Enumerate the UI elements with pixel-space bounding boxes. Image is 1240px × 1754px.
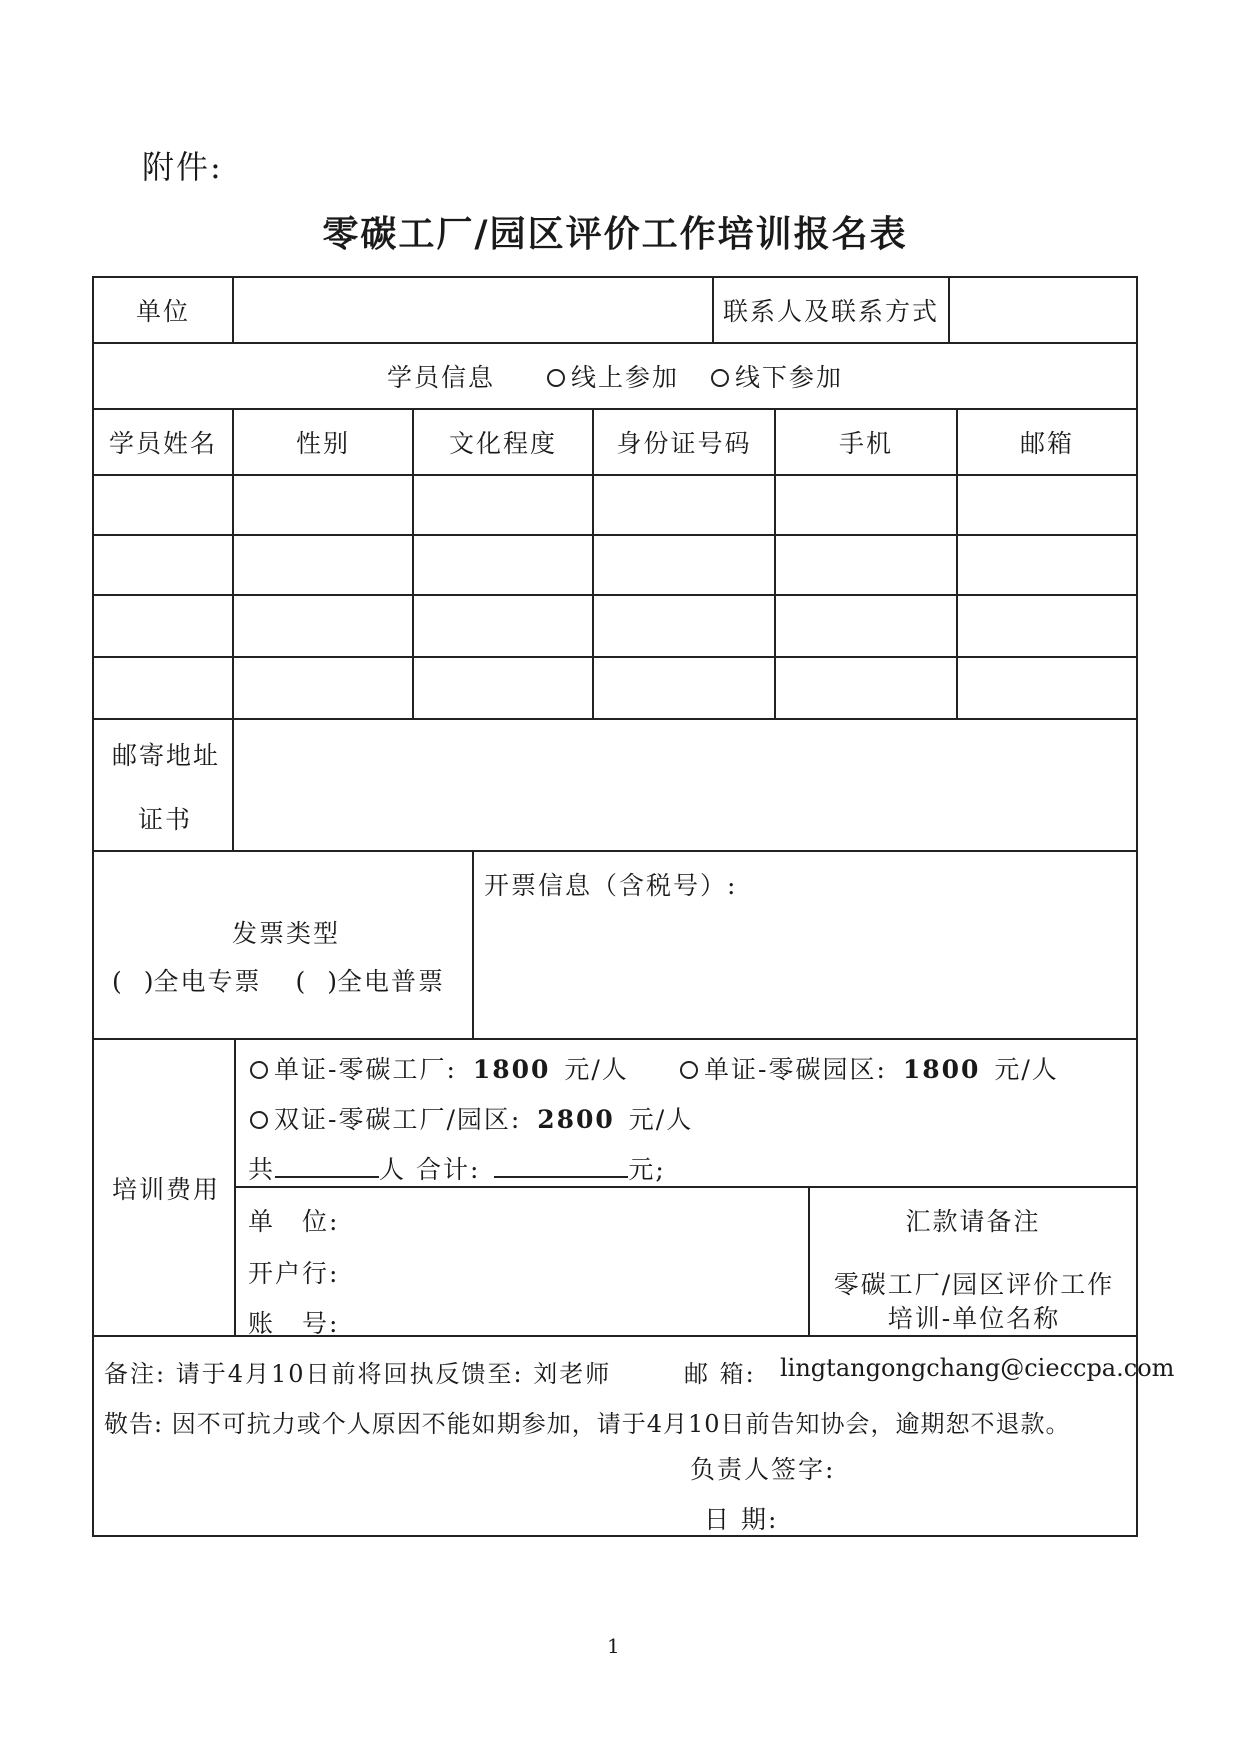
invoice-normal-option[interactable]: ( )全电普票	[295, 967, 445, 996]
invoice-info-label: 开票信息（含税号）:	[484, 871, 738, 900]
header-id-number: 身份证号码	[616, 429, 752, 458]
online-label: 线上参加	[570, 363, 679, 392]
fee-option-dual-unit: 元/人	[628, 1105, 694, 1134]
note-warning: 敬告: 因不可抗力或个人原因不能如期参加，请于4月10日前告知协会，逾期恕不退款。	[104, 1410, 1071, 1438]
total-amount-field[interactable]	[494, 1154, 628, 1178]
header-mobile: 手机	[838, 429, 893, 458]
total-suffix: 元;	[628, 1155, 666, 1184]
email-label: 邮 箱:	[684, 1360, 756, 1388]
header-education: 文化程度	[448, 429, 557, 458]
student-info-row	[94, 344, 1136, 408]
page-number: 1	[607, 1634, 620, 1658]
mail-address-field[interactable]	[234, 720, 1136, 850]
total-prefix: 共	[248, 1155, 276, 1184]
email-value[interactable]: lingtangongchang@cieccpa.com	[780, 1354, 1175, 1382]
bank-account-label: 账 号:	[248, 1309, 340, 1338]
invoice-info-field[interactable]	[474, 904, 1136, 1038]
offline-label: 线下参加	[735, 363, 844, 392]
fee-total-line	[248, 1150, 666, 1186]
fee-option-dual[interactable]	[250, 1100, 693, 1136]
fee-option-factory-label: 单证-零碳工厂:	[274, 1055, 457, 1084]
form-title: 零碳工厂/园区评价工作培训报名表	[322, 212, 908, 255]
table-row[interactable]	[94, 476, 1136, 534]
note-feedback: 备注: 请于4月10日前将回执反馈至: 刘老师	[104, 1360, 612, 1388]
unit-field[interactable]	[234, 278, 712, 342]
fee-option-factory-unit: 元/人	[564, 1055, 629, 1084]
attachment-label: 附件:	[142, 148, 223, 186]
remit-note-title: 汇款请备注	[905, 1207, 1041, 1236]
unit-label: 单位	[135, 297, 190, 326]
fees-label: 培训费用	[112, 1175, 221, 1204]
header-email: 邮箱	[1019, 429, 1074, 458]
people-count-field[interactable]	[275, 1154, 379, 1178]
fee-option-factory[interactable]	[250, 1050, 629, 1086]
header-gender: 性别	[295, 429, 350, 458]
contact-field[interactable]	[950, 278, 1136, 342]
fee-option-park-label: 单证-零碳园区:	[704, 1055, 887, 1084]
fee-option-park-unit: 元/人	[994, 1055, 1059, 1084]
online-radio[interactable]	[547, 358, 679, 394]
fee-option-factory-price: 1800	[472, 1055, 551, 1084]
certificate-label: 证书	[138, 805, 193, 834]
offline-radio[interactable]	[711, 358, 843, 394]
bank-unit-label: 单 位:	[248, 1207, 340, 1236]
table-row[interactable]	[94, 536, 1136, 594]
total-people-label: 人 合计:	[379, 1155, 481, 1184]
invoice-normal-label: 全电普票	[336, 967, 445, 996]
invoice-special-label: 全电专票	[153, 967, 262, 996]
invoice-special-option[interactable]: ( )全电专票	[112, 967, 262, 996]
date-label: 日 期:	[704, 1505, 779, 1534]
fee-option-dual-price: 2800	[537, 1105, 615, 1134]
table-row[interactable]	[94, 596, 1136, 656]
fee-option-park[interactable]	[680, 1050, 1059, 1086]
invoice-type-label: 发票类型	[232, 919, 341, 948]
fee-option-park-price: 1800	[902, 1055, 981, 1084]
mail-address-label: 邮寄地址	[112, 741, 221, 770]
invoice-options	[112, 962, 445, 998]
header-name: 学员姓名	[108, 429, 217, 458]
table-row[interactable]	[94, 658, 1136, 718]
fee-option-dual-label: 双证-零碳工厂/园区:	[274, 1105, 522, 1134]
remit-note-body: 零碳工厂/园区评价工作培训-单位名称	[833, 1270, 1115, 1333]
signature-label: 负责人签字:	[690, 1455, 836, 1484]
student-info-label: 学员信息	[386, 363, 495, 392]
contact-label: 联系人及联系方式	[722, 297, 939, 326]
bank-name-label: 开户行:	[248, 1259, 340, 1288]
